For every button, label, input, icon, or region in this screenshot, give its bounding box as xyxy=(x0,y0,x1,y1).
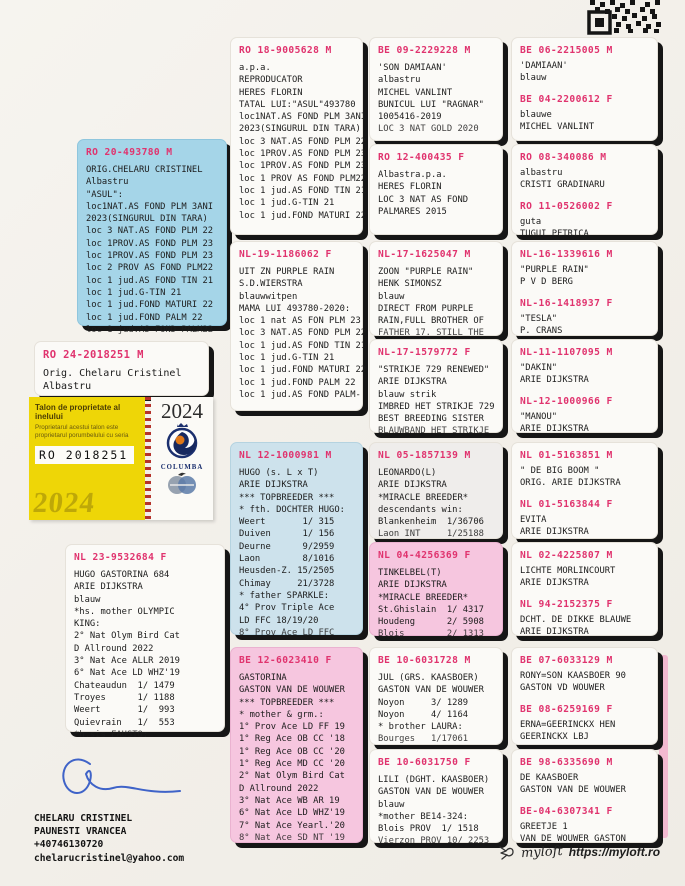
card-line: "STRIKJE 729 RENEWED" xyxy=(378,365,490,375)
card-line: blauw xyxy=(378,291,405,302)
pedigree-card-nl12m xyxy=(230,442,363,638)
card-section xyxy=(520,201,649,241)
card-line: MICHEL VANLINT xyxy=(378,87,453,98)
card-line: GASTON VAN DE WOUWER xyxy=(378,685,484,696)
card-body xyxy=(520,719,649,744)
card-line: Duiven 1/ 156 xyxy=(239,529,335,540)
ring-number: NL 02-4225807 M xyxy=(520,550,613,561)
ring-number: NL-16-1339616 M xyxy=(520,249,613,260)
pedigree-card-ro12 xyxy=(369,144,503,235)
card-line: Vierzon PROV 10/ 2253 xyxy=(378,836,490,847)
card-line: blauw xyxy=(74,594,101,605)
ring-number: BE 10-6031750 F xyxy=(378,757,471,768)
card-line: 3° Nat Ace WB AR 19 xyxy=(239,795,340,806)
ring-number: NL-17-1579772 F xyxy=(378,347,471,358)
pedigree-card-nl04 xyxy=(369,542,503,640)
ring-number: BE-04-6307341 F xyxy=(520,805,613,817)
card-line: ARIE DIJKSTRA xyxy=(74,582,143,593)
card-line: RAIN,FULL BROTHER OF xyxy=(378,316,484,327)
card-line: loc 1 jud.G-TIN 21 xyxy=(239,353,335,364)
talon-ring-number: RO 2018251 xyxy=(35,446,134,464)
talon-title: Talon de proprietate al inelului xyxy=(35,403,121,421)
myloft-logo-text: myloft xyxy=(520,843,564,861)
ring-number: NL 94-2152375 F xyxy=(520,598,613,610)
card-body xyxy=(239,467,354,638)
card-line: PALMARES 2015 xyxy=(378,206,447,217)
card-line: GASTON VAN DE WOUWER xyxy=(239,685,345,696)
card-section xyxy=(520,704,649,744)
card-line: LD FFC 18/19/20 xyxy=(239,615,319,626)
ring-number: NL-12-1000966 F xyxy=(520,395,613,407)
card-body xyxy=(520,313,649,338)
pedigree-card-pair-3 xyxy=(511,241,658,336)
card-line: loc 1PROV.AS FOND PLM 23 xyxy=(239,161,367,172)
card-body xyxy=(520,362,649,387)
card-line: *MIRACLE BREEDER* xyxy=(378,492,469,503)
card-line: *hs. mother OLYMPIC xyxy=(74,606,175,617)
card-body xyxy=(520,264,649,289)
card-line: Noyon 3/ 1289 xyxy=(378,697,469,708)
talon-yellow-stub xyxy=(29,397,145,520)
card-line: St.Ghislain 1/ 4317 xyxy=(378,604,484,615)
ring-number: NL 04-4256369 F xyxy=(378,550,471,561)
card-line: GEERINCKX LBJ xyxy=(520,731,589,742)
card-line: REPRODUCATOR xyxy=(239,75,303,86)
card-section xyxy=(520,152,649,192)
card-line: 1005416-2019 xyxy=(378,112,442,123)
card-line: LOC 3 NAT GOLD 2020 xyxy=(378,124,479,135)
card-line: "ASUL": xyxy=(86,189,124,200)
card-section xyxy=(520,450,649,490)
card-section xyxy=(520,499,649,539)
ring-number: BE 09-2229228 M xyxy=(378,45,471,56)
card-line: loc 1PROV.AS FOND PLM 23 xyxy=(239,149,367,160)
pedigree-card-pair-4 xyxy=(511,339,658,433)
card-line: loc 1PROV.AS FOND PLM 23 xyxy=(86,251,214,262)
talon-org-name: COLUMBA xyxy=(160,464,204,471)
card-line: DIRECT FROM PURPLE xyxy=(378,303,474,314)
card-line: D Allround 2022 xyxy=(74,643,154,654)
card-line: JUL (GRS. KAASBOER) xyxy=(378,673,479,683)
card-line: 7° Nat Ace Yearl.'20 xyxy=(239,820,345,831)
card-line: HUGO GASTORINA 684 xyxy=(74,570,170,580)
pedigree-card-pair-5 xyxy=(511,442,658,539)
card-body xyxy=(520,514,649,539)
card-line: Blois PROV 1/ 1518 xyxy=(378,824,479,835)
card-line: 2° Nat Olym Bird Cat xyxy=(239,771,345,782)
card-line: 2023(SINGURUL DIN TARA) xyxy=(239,124,361,135)
card-line: TATAL LUI:"ASUL"493780 xyxy=(239,99,356,110)
card-line: *** TOPBREEDER *** xyxy=(239,697,335,708)
card-line: loc 1 jud.G-TIN 21 xyxy=(86,287,182,298)
card-line: GASTORINA xyxy=(239,673,287,683)
card-line: descendants win: xyxy=(378,504,463,515)
card-body xyxy=(378,169,494,218)
card-line: loc 1 jud.FOND MATURI 22 xyxy=(86,300,214,311)
card-line: * mother & grm.: xyxy=(239,709,324,720)
card-line: ARIE DIJKSTRA xyxy=(520,423,589,434)
card-line: KING: xyxy=(74,619,101,630)
signature-icon xyxy=(52,750,192,812)
ownership-talon xyxy=(29,397,213,520)
card-line: 1° Reg Ace OB CC '20 xyxy=(239,746,345,757)
card-line: loc 1 jud.AS FOND TIN 21 xyxy=(239,340,367,351)
card-body xyxy=(520,772,649,797)
card-line: ARIE DIJKSTRA xyxy=(520,626,589,637)
card-body xyxy=(520,565,649,590)
qr-code-icon xyxy=(588,0,662,33)
card-line: "TESLA" xyxy=(520,313,558,324)
card-line: *mother BE14-324: xyxy=(378,811,469,822)
ring-number: NL-19-1186062 F xyxy=(239,249,332,260)
talon-subtitle: Proprietarul acestui talon este proprietarul porumbelului cu seria xyxy=(35,424,129,439)
pedigree-card-nl17m xyxy=(369,241,503,339)
pedigree-card-be09 xyxy=(369,37,503,141)
card-section xyxy=(520,298,649,338)
card-line: * father SPARKLE: xyxy=(239,590,330,601)
card-line: 1° Reg Ace OB CC '18 xyxy=(239,734,345,745)
card-line: "PURPLE RAIN" xyxy=(520,265,589,275)
myloft-url: https://myloft.ro xyxy=(568,845,661,859)
card-line: ARIE DIJKSTRA xyxy=(239,480,308,491)
card-line: loc 1 PROV AS FOND PLM22 xyxy=(239,173,367,184)
card-line: RONY=SON KAASBOER 90 xyxy=(520,671,626,681)
card-line: loc 1 jud.G-TIN 21 xyxy=(239,198,335,209)
card-section xyxy=(520,550,649,590)
pedigree-card-pair-6 xyxy=(511,542,658,636)
ring-number: BE 98-6335690 M xyxy=(520,757,613,768)
card-body xyxy=(520,614,649,639)
card-line: guta xyxy=(520,216,542,227)
owner-name: CHELARU CRISTINEL xyxy=(34,813,133,824)
card-line: * fth. DOCHTER HUGO: xyxy=(239,504,345,515)
owner-phone: +40746130720 xyxy=(34,839,104,851)
card-line: LEONARDO(L) xyxy=(378,468,437,478)
card-body xyxy=(378,774,494,847)
owner-location: PAUNESTI VRANCEA xyxy=(34,826,127,838)
card-body xyxy=(378,467,494,540)
card-line: D Allround 2022 xyxy=(239,783,319,794)
ring-number: RO 12-400435 F xyxy=(378,152,465,163)
card-section xyxy=(520,599,649,639)
pedigree-card-pair-2 xyxy=(511,144,658,239)
talon-year-watermark: 2024 xyxy=(31,487,97,519)
card-body xyxy=(520,465,649,490)
card-line: Orig. Chelaru Cristinel xyxy=(43,368,182,379)
card-section xyxy=(520,45,649,85)
card-line: Noyon 4/ 1164 xyxy=(378,709,469,720)
card-line: MICHEL VANLINT xyxy=(520,121,595,132)
pedigree-card-ro20 xyxy=(77,139,227,335)
card-line: LOC 3 NAT AS FOND xyxy=(378,194,469,205)
pedigree-card-be12 xyxy=(230,647,363,843)
card-body xyxy=(239,672,354,843)
pedigree-card-nl23 xyxy=(65,544,225,740)
card-body xyxy=(378,62,494,135)
card-line: Troyes 1/ 1188 xyxy=(74,692,175,703)
card-line: loc 1 jud.FOND MATURI 22 xyxy=(239,210,367,221)
card-line: Bourges 1/17061 xyxy=(378,734,469,745)
card-line: ERNA=GEERINCKX HEN xyxy=(520,719,616,730)
talon-year: 2024 xyxy=(161,399,203,423)
card-line: Albastru xyxy=(86,177,129,188)
paper-edge xyxy=(659,655,668,838)
card-line: 6° Nat Ace LD WHZ'19 xyxy=(74,668,180,679)
card-line: loc 3 NAT.AS FOND PLM 22 xyxy=(239,136,367,147)
card-body xyxy=(74,569,216,740)
card-line: blauw xyxy=(520,73,547,84)
card-body xyxy=(520,167,649,192)
card-body xyxy=(520,411,649,436)
card-line: loc 1PROV.AS FOND PLM 23 xyxy=(86,238,214,249)
card-line: GASTON VD WOUWER xyxy=(520,683,605,694)
card-line: 8° Prov Ace LD FFC xyxy=(239,627,335,638)
card-line: albastru xyxy=(378,75,421,86)
card-line: LILI (DGHT. KAASBOER) xyxy=(378,775,490,785)
card-line: blauw strik xyxy=(378,389,437,400)
card-body xyxy=(520,216,649,241)
card-line: HERES FLORIN xyxy=(378,182,442,193)
card-line: FATHER 17. STILL THE xyxy=(378,328,484,339)
card-line: ORIG. ARIE DIJKSTRA xyxy=(520,478,621,489)
myloft-brand xyxy=(497,843,660,861)
card-line: Albastru xyxy=(43,381,92,392)
pedigree-card-nl17f xyxy=(369,339,503,437)
card-line: * brother LAURA: xyxy=(378,722,463,733)
ring-number: BE 07-6033129 M xyxy=(520,655,613,666)
card-line: loc 1 jud.FOND PALM 22 xyxy=(239,377,356,388)
ring-number: BE 12-6023410 F xyxy=(239,655,332,666)
card-line: Heusden-Z. 15/2505 xyxy=(239,566,335,577)
card-line: a.p.a. xyxy=(239,63,271,73)
pedigree-card-nl05 xyxy=(369,442,503,539)
card-section xyxy=(520,806,649,846)
ring-number: NL 12-1000981 M xyxy=(239,450,332,461)
card-line: ZOON "PURPLE RAIN" xyxy=(378,267,474,277)
card-line: GREETJE 1 xyxy=(520,821,568,832)
ring-number: NL-11-1107095 M xyxy=(520,347,613,358)
card-line: BLAUWBAND HET STRIKJE xyxy=(378,426,490,437)
card-line: *h.sis FAUSTO: xyxy=(74,729,149,740)
card-body xyxy=(378,567,494,640)
columba-emblem-icon xyxy=(163,423,201,459)
card-line: loc 1 jud.FOND MATURI 22 xyxy=(239,365,367,376)
card-line: ARIE DIJKSTRA xyxy=(378,580,447,591)
card-body xyxy=(86,164,218,335)
card-line: blauwe xyxy=(520,109,552,120)
card-body xyxy=(520,60,649,85)
card-line: ARIE DIJKSTRA xyxy=(520,578,589,589)
card-line: ARIE DIJKSTRA xyxy=(378,377,447,388)
card-line: blauwwitpen xyxy=(239,291,298,302)
card-line: Weert 1/ 993 xyxy=(74,705,175,716)
card-line: loc1NAT.AS FOND PLM 3ANI xyxy=(239,112,367,123)
card-section xyxy=(520,655,649,695)
owner-email: chelarucristinel@yahoo.com xyxy=(34,852,185,864)
owner-contact-block xyxy=(34,812,184,865)
card-line: *** TOPBREEDER *** xyxy=(239,492,335,503)
card-line: S.D.WIERSTRA xyxy=(239,279,303,290)
card-body xyxy=(378,672,494,745)
card-line: blauw xyxy=(378,799,405,810)
card-line: Weert 1/ 315 xyxy=(239,517,335,528)
card-line: albastru xyxy=(520,168,563,178)
talon-emblem-panel xyxy=(151,397,213,520)
card-line: MAMA LUI 493780-2020: xyxy=(239,303,351,314)
card-line: Chateaudun 1/ 1479 xyxy=(74,680,175,691)
ring-number: BE 08-6259169 F xyxy=(520,703,613,715)
card-line: Blankenheim 1/36706 xyxy=(378,517,484,528)
card-line: *MIRACLE BREEDER* xyxy=(378,592,469,603)
ring-number: RO 18-9005628 M xyxy=(239,45,332,56)
pedigree-card-nl19 xyxy=(230,241,367,411)
ring-number: NL 05-1857139 M xyxy=(378,450,471,461)
card-line: loc1NAT.AS FOND PLM 3ANI xyxy=(86,201,214,212)
card-line: EVITA xyxy=(520,514,547,525)
card-line: Deurne 9/2959 xyxy=(239,541,335,552)
card-line: Houdeng 2/ 5908 xyxy=(378,617,484,628)
fci-emblem-icon xyxy=(164,471,200,495)
pedigree-card-be10m xyxy=(369,647,503,745)
card-line: Laon INT 1/25188 xyxy=(378,529,484,540)
card-body xyxy=(520,670,649,695)
pedigree-card-ro24 xyxy=(34,341,209,396)
card-section xyxy=(520,249,649,289)
card-line: 'SON DAMIAAN' xyxy=(378,63,447,73)
ring-number: BE 10-6031728 M xyxy=(378,655,471,666)
card-line: P. CRANS xyxy=(520,325,563,336)
card-section xyxy=(520,94,649,134)
ring-number: NL 23-9532684 F xyxy=(74,552,167,563)
card-line: loc 1 jud.AS FOND TIN 21 xyxy=(86,275,214,286)
card-line: 3° Nat Ace ALLR 2019 xyxy=(74,656,180,667)
ring-number: RO 24-2018251 M xyxy=(43,349,144,361)
card-line: HERES FLORIN xyxy=(239,87,303,98)
ring-number: NL 01-5163851 M xyxy=(520,450,613,461)
card-body xyxy=(239,266,367,401)
card-line: Quievrain 1/ 553 xyxy=(74,717,175,728)
myloft-bird-icon xyxy=(497,843,515,861)
card-line: ORIG.CHELARU CRISTINEL xyxy=(86,165,203,175)
card-line: UIT ZN PURPLE RAIN xyxy=(239,267,335,277)
card-line: "MANOU" xyxy=(520,411,558,422)
card-line: loc 1 nat AS FON PLM 23 xyxy=(239,316,361,327)
card-line: ARIE DIJKSTRA xyxy=(520,526,589,537)
card-line: ARIE DIJKSTRA xyxy=(378,480,447,491)
card-line: DCHT. DE DIKKE BLAUWE xyxy=(520,614,632,625)
card-line: 2° Nat Olym Bird Cat xyxy=(74,631,180,642)
card-line: loc 3 NAT.AS FOND PLM 22 xyxy=(239,328,367,339)
card-body xyxy=(378,266,494,339)
ring-number: RO 20-493780 M xyxy=(86,147,173,158)
pedigree-card-pair-8 xyxy=(511,749,658,843)
ring-number: NL-16-1418937 F xyxy=(520,297,613,309)
card-body xyxy=(520,109,649,134)
card-line: loc 1 jud.AS FOND PALM22 xyxy=(86,324,214,335)
card-line: "DAKIN" xyxy=(520,363,558,373)
card-section xyxy=(520,347,649,387)
card-line: P V D BERG xyxy=(520,277,573,288)
card-section xyxy=(520,396,649,436)
ring-number: NL-17-1625047 M xyxy=(378,249,471,260)
card-line: GASTON VAN DE WOUWER xyxy=(520,785,626,796)
card-line: LICHTE MORLINCOURT xyxy=(520,566,616,576)
card-line: BUNICUL LUI "RAGNAR" xyxy=(378,99,484,110)
card-line: CRISTI GRADINARU xyxy=(520,180,605,191)
card-line: Albastra.p.a. xyxy=(378,170,447,180)
card-line: 8° Nat Ace SD NT '19 xyxy=(239,832,345,843)
card-line: loc 1 jud.FOND PALM 22 xyxy=(86,312,203,323)
pedigree-card-be10f xyxy=(369,749,503,847)
card-line: " DE BIG BOOM " xyxy=(520,466,600,476)
card-line: IMBRED HET STRIKJE 729 xyxy=(378,401,495,412)
card-line: 'DAMIAAN' xyxy=(520,61,568,71)
card-line: DE KAASBOER xyxy=(520,773,579,783)
ring-number: NL 01-5163844 F xyxy=(520,498,613,510)
card-line: ARIE DIJKSTRA xyxy=(520,375,589,386)
ring-number: BE 04-2200612 F xyxy=(520,93,613,105)
card-body xyxy=(378,364,495,437)
card-line: 4° Prov Triple Ace xyxy=(239,603,335,614)
pedigree-card-pair-1 xyxy=(511,37,658,141)
card-line: HUGO (s. L x T) xyxy=(239,468,319,478)
card-line: Chimay 21/3728 xyxy=(239,578,335,589)
card-line: Laon 8/1016 xyxy=(239,554,335,565)
card-line: 1° Prov Ace LD FF 19 xyxy=(239,722,345,733)
card-line: TUGUI PETRICA xyxy=(520,228,589,239)
card-line: TINKELBEL(T) xyxy=(378,568,442,578)
ring-number: RO 11-0526002 F xyxy=(520,200,613,212)
card-line: 6° Nat Ace LD WHZ'19 xyxy=(239,808,345,819)
card-line: Blois 2/ 1313 xyxy=(378,629,484,640)
card-line: loc 1 jud.AS FOND PALM- xyxy=(239,389,361,400)
card-line: 2023(SINGURUL DIN TARA) xyxy=(86,214,208,225)
card-line: HENK SIMONSZ xyxy=(378,279,442,290)
card-line: loc 2 PROV AS FOND PLM22 xyxy=(86,263,214,274)
card-line: GASTON VAN DE WOUWER xyxy=(378,787,484,798)
card-line: VAN DE WOUWER GASTON xyxy=(520,833,626,844)
ring-number: BE 06-2215005 M xyxy=(520,45,613,56)
card-body xyxy=(520,821,649,846)
pedigree-card-ro18 xyxy=(230,37,367,235)
card-body xyxy=(43,367,200,393)
card-line: 1° Reg Ace MD CC '20 xyxy=(239,759,345,770)
card-section xyxy=(520,757,649,797)
ring-number: RO 08-340086 M xyxy=(520,152,607,163)
pedigree-card-pair-7 xyxy=(511,647,658,745)
card-line: loc 3 NAT.AS FOND PLM 22 xyxy=(86,226,214,237)
card-line: loc 1 jud.AS FOND TIN 21 xyxy=(239,185,367,196)
card-body xyxy=(239,62,367,222)
card-line: BEST BREEDING SISTER xyxy=(378,414,484,425)
